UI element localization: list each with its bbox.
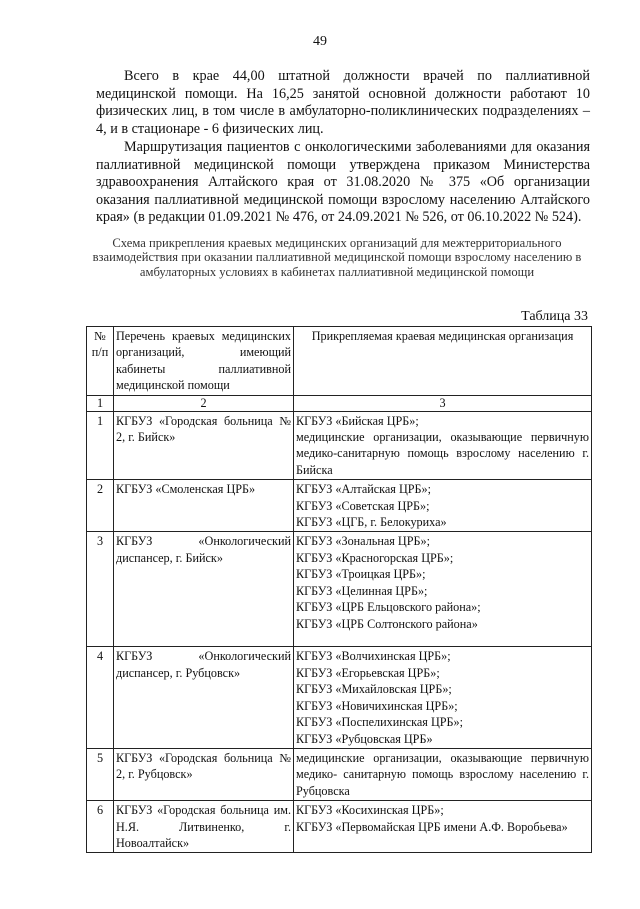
attached-item: КГБУЗ «Целинная ЦРБ»; <box>296 583 428 598</box>
column-number: 1 <box>87 395 114 411</box>
attached-item: КГБУЗ «ЦРБ Ельцовского района»; <box>296 600 481 615</box>
attached-item: КГБУЗ «Косихинская ЦРБ»; <box>296 803 444 818</box>
attached-item: КГБУЗ «Егорьевская ЦРБ»; <box>296 665 440 680</box>
table-row <box>87 532 592 647</box>
table-row <box>87 801 592 853</box>
row-num: 5 <box>87 748 114 800</box>
row-attached <box>294 411 592 480</box>
table-row <box>87 480 592 532</box>
column-number: 2 <box>114 395 294 411</box>
attached-item: КГБУЗ «Михайловская ЦРБ»; <box>296 682 452 697</box>
attached-item: КГБУЗ «Бийская ЦРБ»; <box>296 413 419 428</box>
attached-item: КГБУЗ «Волчихинская ЦРБ»; <box>296 649 451 664</box>
attached-item: КГБУЗ «Зональная ЦРБ»; <box>296 534 430 549</box>
attached-item: КГБУЗ «Советская ЦРБ»; <box>296 498 430 513</box>
attached-item: КГБУЗ «ЦГБ, г. Белокуриха» <box>296 515 447 530</box>
attached-item: КГБУЗ «Рубцовская ЦРБ» <box>296 731 433 746</box>
row-org: КГБУЗ «Городская больница им. Н.Я. Литвиненко, г. Новоалтайск» <box>114 801 294 853</box>
attached-item: КГБУЗ «Первомайская ЦРБ имени А.Ф. Воробьева» <box>296 819 568 834</box>
table-label: Таблица 33 <box>521 309 588 324</box>
table-row <box>87 647 592 748</box>
attached-item: КГБУЗ «Поспелихинская ЦРБ»; <box>296 715 464 730</box>
attached-item: медицинские организации, оказывающие первичную медико- санитарную помощь взрослому населению г. Рубцовска <box>296 750 589 798</box>
row-attached <box>294 532 592 647</box>
column-number: 3 <box>294 395 592 411</box>
row-num: 4 <box>87 647 114 748</box>
row-org: КГБУЗ «Городская больница № 2, г. Рубцовск» <box>114 748 294 800</box>
row-org: КГБУЗ «Онкологический диспансер, г. Рубцовск» <box>114 647 294 748</box>
table-row <box>87 411 592 480</box>
row-org: КГБУЗ «Смоленская ЦРБ» <box>114 480 294 532</box>
attached-item: КГБУЗ «Троицкая ЦРБ»; <box>296 567 426 582</box>
row-attached <box>294 647 592 748</box>
row-num: 3 <box>87 532 114 647</box>
table-row <box>87 748 592 800</box>
row-attached <box>294 748 592 800</box>
header-attached-org: Прикрепляемая краевая медицинская организация <box>294 327 592 396</box>
row-num: 2 <box>87 480 114 532</box>
row-org: КГБУЗ «Городская больница № 2, г. Бийск» <box>114 411 294 480</box>
attached-item: КГБУЗ «Красногорская ЦРБ»; <box>296 550 454 565</box>
header-num: № п/п <box>87 327 114 396</box>
attached-item: медицинские организации, оказывающие первичную медико-санитарную помощь взрослому населению г. Бийска <box>296 430 589 477</box>
attached-item: КГБУЗ «Алтайская ЦРБ»; <box>296 482 432 497</box>
row-num: 6 <box>87 801 114 853</box>
row-num: 1 <box>87 411 114 480</box>
row-org: КГБУЗ «Онкологический диспансер, г. Бийск» <box>114 532 294 647</box>
column-number-row <box>87 395 592 411</box>
row-attached <box>294 480 592 532</box>
attached-item: КГБУЗ «Новичихинская ЦРБ»; <box>296 698 458 713</box>
paragraph-staffing: Всего в крае 44,00 штатной должности врачей по паллиативной медицинской помощи. На 16,25 занятой основной должности работают 10 физических лиц, в том числе в амбулаторно-поликлинических подразделениях – 4, и в стационаре - 6 физических лиц. <box>96 68 590 137</box>
row-attached <box>294 801 592 853</box>
page-number: 49 <box>313 34 327 49</box>
header-org-list: Перечень краевых медицинских организаций, имеющий кабинеты паллиативной медицинской помощи <box>114 327 294 396</box>
attachment-table <box>86 326 592 853</box>
attached-item: КГБУЗ «ЦРБ Солтонского района» <box>296 616 478 631</box>
table-caption: Схема прикрепления краевых медицинских организаций для межтерриториального взаимодействия при оказании паллиативной медицинской помощи взрослому населению в амбулаторных условиях в кабинетах паллиативной медицинской помощи <box>92 236 582 279</box>
table-header-row <box>87 327 592 396</box>
paragraph-routing: Маршрутизация пациентов с онкологическими заболеваниями для оказания паллиативной медицинской помощи утверждена приказом Министерства здравоохранения Алтайского края от 31.08.2020 № 375 «Об организации оказания паллиативной медицинской помощи взрослому населению Алтайского края» (в редакции 01.09.2021 № 476, от 24.09.2021 № 526, от 06.10.2022 № 524). <box>96 139 590 226</box>
